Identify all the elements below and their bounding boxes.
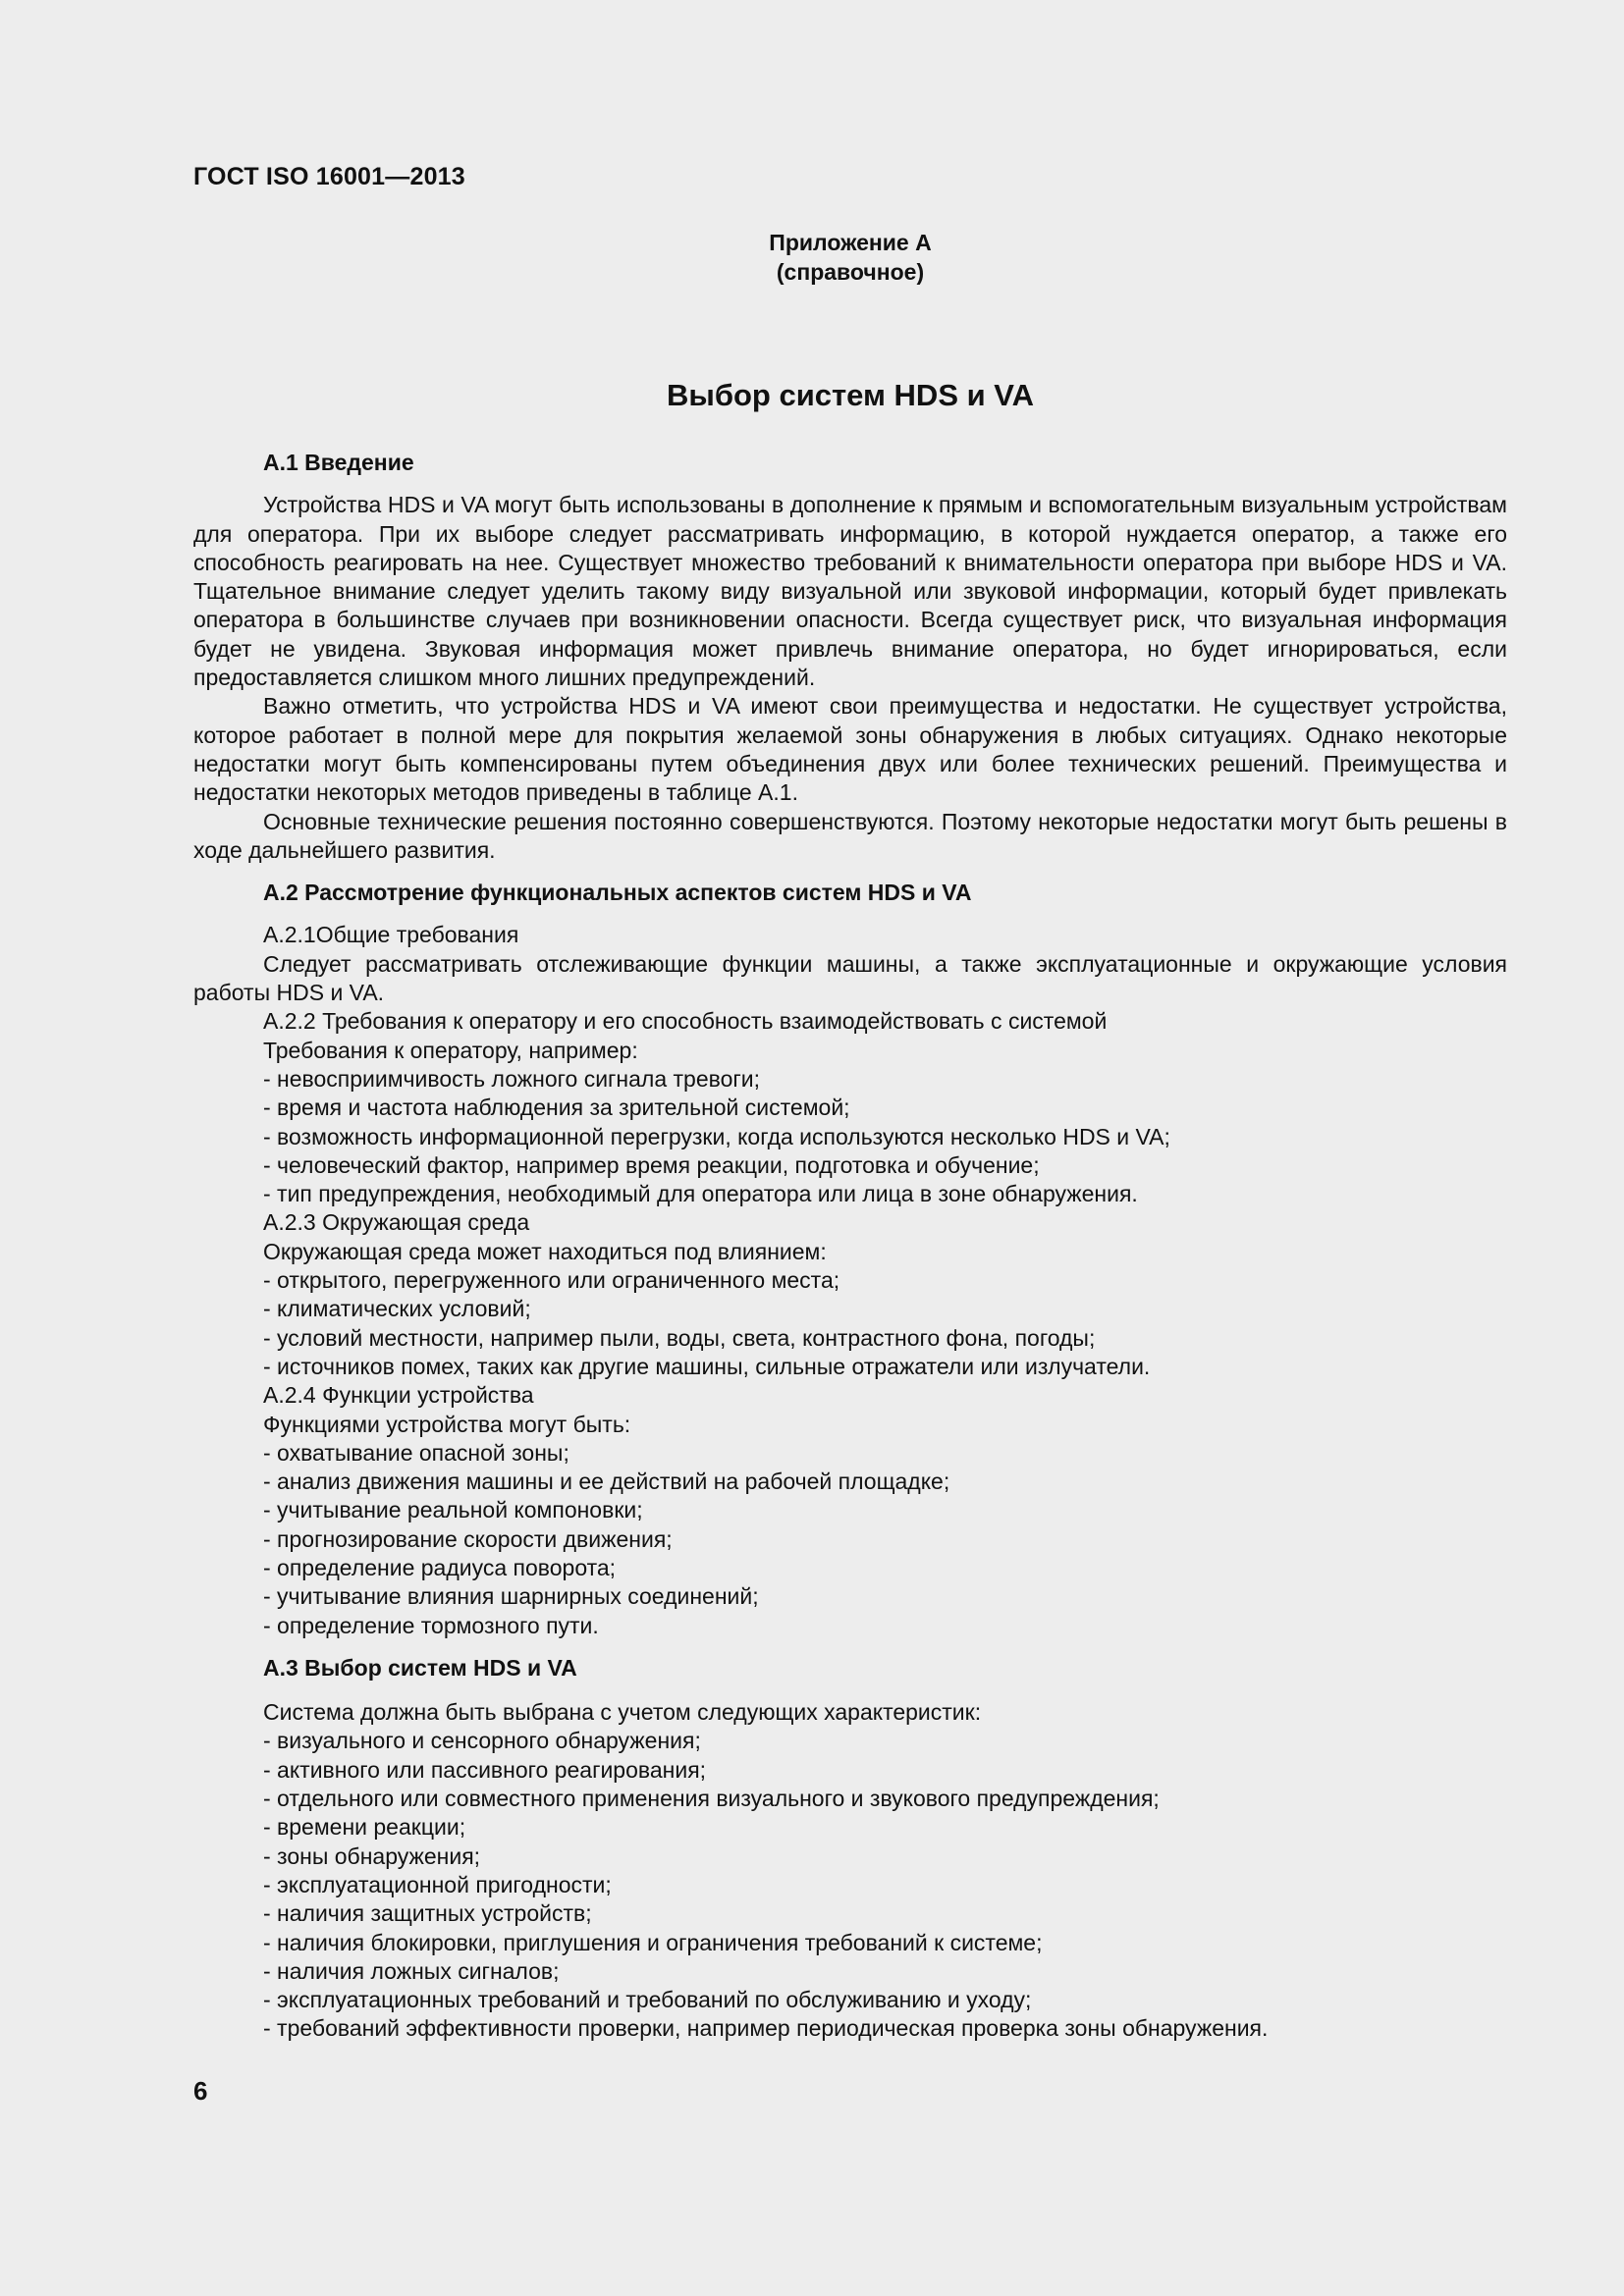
- list-item: - зоны обнаружения;: [263, 1842, 481, 1869]
- list-item: - эксплуатационных требований и требований по обслуживанию и уходу;: [263, 1987, 1032, 2013]
- list-item: - время и частота наблюдения за зрительной системой;: [263, 1095, 850, 1121]
- list-item: - активного или пассивного реагирования;: [263, 1756, 707, 1783]
- list-item: - прогнозирование скорости движения;: [263, 1525, 673, 1552]
- list-item: - открытого, перегруженного или ограниченного места;: [263, 1267, 840, 1294]
- list-item: - анализ движения машины и ее действий на рабочей площадке;: [263, 1468, 950, 1495]
- document-number: ГОСТ ISO 16001—2013: [193, 163, 465, 190]
- list-intro: Требования к оператору, например:: [263, 1037, 638, 1063]
- list-item: - определение радиуса поворота;: [263, 1554, 617, 1580]
- page-number: 6: [193, 2076, 208, 2106]
- list-item: - условий местности, например пыли, воды, света, контрастного фона, погоды;: [263, 1324, 1096, 1351]
- list-item: - климатических условий;: [263, 1296, 531, 1322]
- list-item: - наличия ложных сигналов;: [263, 1957, 560, 1984]
- paragraph: Важно отметить, что устройства HDS и VA имеют свои преимущества и недостатки. Не существует устройства, которое работает в полной мере для покрытия желаемой зоны обнаружения в любых ситуациях. Однако некоторые недостатки могут быть компенсированы путем объединения двух или более технических решений. Преимущества и недостатки некоторых методов приведены в таблице А.1.: [193, 693, 1507, 806]
- list-item: - учитывание влияния шарнирных соединений;: [263, 1583, 759, 1610]
- list-item: - отдельного или совместного применения визуального и звукового предупреждения;: [263, 1786, 1160, 1812]
- list-item: - учитывание реальной компоновки;: [263, 1497, 643, 1523]
- list-item: - источников помех, таких как другие машины, сильные отражатели или излучатели.: [263, 1353, 1151, 1379]
- list-item: - невосприимчивость ложного сигнала тревоги;: [263, 1065, 761, 1092]
- list-item: - тип предупреждения, необходимый для оператора или лица в зоне обнаружения.: [263, 1181, 1138, 1207]
- list-item: - наличия защитных устройств;: [263, 1900, 592, 1927]
- list-item: - эксплуатационной пригодности;: [263, 1871, 612, 1897]
- document-body: [193, 449, 1507, 2044]
- list-item: - человеческий фактор, например время реакции, подготовка и обучение;: [263, 1151, 1040, 1178]
- section-heading-a3: А.3 Выбор систем HDS и VA: [263, 1654, 577, 1681]
- list-item: - наличия блокировки, приглушения и ограничения требований к системе;: [263, 1929, 1043, 1955]
- annex-type: (справочное): [776, 259, 925, 285]
- paragraph: Устройства HDS и VA могут быть использованы в дополнение к прямым и вспомогательным визуальным устройствам для оператора. При их выборе следует рассматривать информацию, в которой нуждается оператор, а также его способность реагировать на нее. Существует множество требований к внимательности оператора при выборе HDS и VA. Тщательное внимание следует уделить такому виду визуальной или звуковой информации, который будет привлекать оператора в большинстве случаев при возникновении опасности. Всегда существует риск, что визуальная информация будет не увидена. Звуковая информация может привлечь внимание оператора, но будет игнорироваться, если предоставляется слишком много лишних предупреждений.: [193, 492, 1507, 691]
- list-intro: Окружающая среда может находиться под влиянием:: [263, 1238, 827, 1264]
- list-intro: Система должна быть выбрана с учетом следующих характеристик:: [263, 1699, 982, 1726]
- list-item: - времени реакции;: [263, 1814, 466, 1841]
- annex-title: Приложение А: [769, 230, 932, 255]
- list-item: - визуального и сенсорного обнаружения;: [263, 1728, 701, 1754]
- list-item: - определение тормозного пути.: [263, 1612, 599, 1638]
- section-heading-a2: А.2 Рассмотрение функциональных аспектов систем HDS и VA: [263, 880, 972, 906]
- list-item: - охватывание опасной зоны;: [263, 1439, 569, 1466]
- annex-label: [0, 228, 1624, 287]
- subsection-heading: А.2.2 Требования к оператору и его способность взаимодействовать с системой: [263, 1008, 1108, 1035]
- subsection-heading: А.2.1Общие требования: [263, 922, 519, 948]
- list-item: - возможность информационной перегрузки, когда используются несколько HDS и VA;: [263, 1123, 1170, 1149]
- subsection-heading: А.2.4 Функции устройства: [263, 1382, 534, 1409]
- list-intro: Функциями устройства могут быть:: [263, 1411, 631, 1437]
- paragraph: Следует рассматривать отслеживающие функции машины, а также эксплуатационные и окружающие условия работы HDS и VA.: [193, 950, 1507, 1006]
- document-title: Выбор систем HDS и VA: [666, 378, 1035, 412]
- paragraph: Основные технические решения постоянно совершенствуются. Поэтому некоторые недостатки могут быть решены в ходе дальнейшего развития.: [193, 808, 1507, 863]
- subsection-heading: А.2.3 Окружающая среда: [263, 1209, 530, 1236]
- section-heading-a1: А.1 Введение: [263, 450, 414, 475]
- list-item: - требований эффективности проверки, например периодическая проверка зоны обнаружения.: [263, 2015, 1269, 2042]
